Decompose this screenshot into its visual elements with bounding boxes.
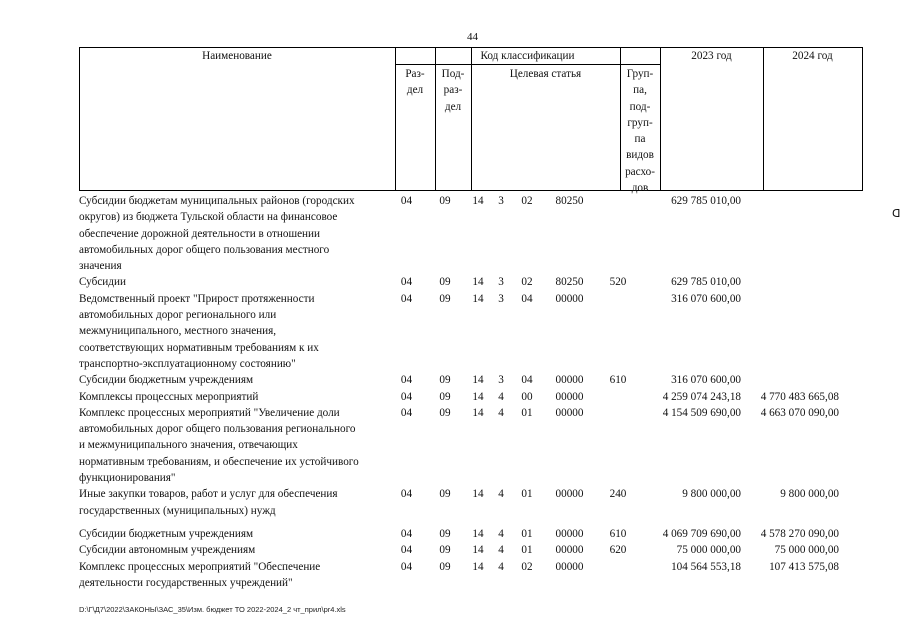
- cell-t1: 14: [472, 527, 484, 540]
- cell-t3: 00: [521, 390, 533, 403]
- budget-table: [79, 47, 863, 591]
- header-group: Груп- па, под- груп- па видов расхо- дов: [625, 68, 655, 195]
- cell-y1: 4 154 509 690,00: [662, 406, 741, 419]
- cell-p: 09: [439, 488, 451, 501]
- cell-y1: 75 000 000,00: [676, 544, 741, 557]
- cell-y1: 4 259 074 243,18: [662, 390, 741, 403]
- cell-y2: 9 800 000,00: [780, 488, 839, 501]
- cell-t1: 14: [472, 406, 484, 419]
- table-header: [79, 47, 863, 195]
- cell-r: 04: [400, 195, 413, 207]
- cell-g: 610: [609, 527, 627, 540]
- cell-t2: 3: [498, 195, 504, 207]
- row-name: Комплекс процессных мероприятий "Обеспечение деятельности государственных учреждений": [79, 560, 321, 589]
- table-row: [79, 486, 863, 519]
- cell-t1: 14: [472, 488, 484, 501]
- cell-t2: 4: [498, 560, 504, 573]
- cell-y2: 75 000 000,00: [774, 544, 839, 557]
- page-number: 44: [467, 31, 478, 43]
- table-row: [79, 526, 863, 542]
- cell-t3: 02: [521, 276, 533, 289]
- cell-y1: 316 070 600,00: [671, 374, 741, 387]
- cell-y1: 104 564 553,18: [671, 560, 741, 573]
- cell-t3: 01: [521, 406, 533, 419]
- cell-r: 04: [400, 488, 413, 501]
- table-row: [79, 291, 863, 372]
- cell-y1: 9 800 000,00: [682, 488, 741, 501]
- cell-y2: 4 770 483 665,08: [760, 390, 839, 403]
- table-row: [79, 559, 863, 592]
- cell-t2: 3: [498, 292, 504, 305]
- cell-r: 04: [400, 560, 413, 573]
- cell-t2: 3: [498, 276, 504, 289]
- cell-p: 09: [439, 390, 451, 403]
- cell-t2: 4: [498, 527, 504, 540]
- cell-g: 520: [609, 276, 627, 289]
- cell-p: 09: [439, 292, 451, 305]
- cell-t1: 14: [472, 292, 484, 305]
- header-classification: Код классификации: [480, 50, 575, 62]
- cell-t3: 01: [521, 488, 533, 501]
- cell-r: 04: [400, 544, 413, 557]
- row-name: Субсидии автономным учреждениям: [79, 544, 256, 557]
- cell-y1: 629 785 010,00: [671, 195, 741, 207]
- cell-t2: 4: [498, 406, 504, 419]
- row-name: Комплекс процессных мероприятий "Увеличение доли автомобильных дорог общего пользования регионального и межмуниципального значения, отвечающих нормативным требованиям, и обеспечение их устойчивого функционирования": [79, 406, 359, 485]
- cell-y1: 629 785 010,00: [671, 276, 741, 289]
- table-row: [79, 389, 863, 405]
- cell-t3: 04: [521, 374, 533, 387]
- cell-r: 04: [400, 292, 413, 305]
- header-podrazdel: Под- раз- дел: [441, 68, 465, 113]
- cell-t4: 00000: [555, 544, 584, 557]
- table-row: [79, 542, 863, 558]
- table-row: [79, 193, 863, 274]
- cell-t4: 00000: [555, 390, 584, 403]
- header-name: Наименование: [202, 50, 272, 62]
- cell-y1: 316 070 600,00: [671, 292, 741, 305]
- margin-mark: ᗡ: [892, 208, 901, 220]
- cell-t2: 4: [498, 488, 504, 501]
- cell-y2: 4 663 070 090,00: [760, 406, 839, 419]
- cell-y1: 4 069 709 690,00: [662, 527, 741, 540]
- cell-g: 240: [609, 488, 627, 501]
- row-name: Комплексы процессных мероприятий: [79, 390, 259, 403]
- cell-t4: 00000: [555, 406, 584, 419]
- cell-p: 09: [439, 276, 451, 289]
- cell-t3: 02: [521, 560, 533, 573]
- cell-p: 09: [439, 560, 451, 573]
- row-name: Ведомственный проект "Прирост протяженности автомобильных дорог регионального или межмуниципального, местного значения, соответствующих нормативным требованиям к их транспортно-эксплуатационному состоянию": [79, 292, 319, 370]
- cell-p: 09: [439, 195, 451, 207]
- cell-t1: 14: [472, 390, 484, 403]
- row-name: Субсидии бюджетным учреждениям: [79, 527, 254, 540]
- cell-r: 04: [400, 406, 413, 419]
- cell-r: 04: [400, 527, 413, 540]
- cell-t4: 80250: [555, 276, 584, 289]
- cell-r: 04: [400, 276, 413, 289]
- table-body: [79, 193, 863, 591]
- header-year-2024: 2024 год: [792, 50, 833, 62]
- header-razdel: Раз- дел: [405, 68, 425, 97]
- cell-y2: 107 413 575,08: [769, 560, 839, 573]
- cell-t3: 01: [521, 527, 533, 540]
- cell-t1: 14: [472, 560, 484, 573]
- row-name: Иные закупки товаров, работ и услуг для обеспечения государственных (муниципальных) нужд: [79, 488, 338, 517]
- cell-t3: 01: [521, 544, 533, 557]
- cell-t1: 14: [472, 374, 484, 387]
- row-name: Субсидии: [79, 276, 126, 289]
- cell-y2: 4 578 270 090,00: [760, 527, 839, 540]
- row-name: Субсидии бюджетным учреждениям: [79, 374, 254, 387]
- cell-t1: 14: [472, 544, 484, 557]
- cell-p: 09: [439, 406, 451, 419]
- cell-t3: 04: [521, 292, 533, 305]
- cell-r: 04: [400, 374, 413, 387]
- cell-t2: 4: [498, 544, 504, 557]
- table-row: [79, 274, 863, 290]
- cell-t1: 14: [472, 276, 484, 289]
- file-path-footer: D:\Г\Д7\2022\ЗАКОНЫ\ЗАС_35\Изм. бюджет ТО 2022-2024_2 чт_прил\рr4.xls: [79, 605, 346, 614]
- header-year-2023: 2023 год: [691, 50, 732, 62]
- cell-t4: 00000: [555, 488, 584, 501]
- cell-r: 04: [400, 390, 413, 403]
- cell-g: 610: [609, 374, 627, 387]
- header-target-article: Целевая статья: [509, 68, 582, 80]
- cell-t4: 80250: [555, 195, 584, 207]
- cell-t4: 00000: [555, 527, 584, 540]
- row-name: Субсидии бюджетам муниципальных районов (городских округов) из бюджета Тульской области на финансовое обеспечение дорожной деятельности в отношении автомобильных дорог общего пользования местного значения: [79, 195, 355, 273]
- table-row: [79, 405, 863, 486]
- cell-p: 09: [439, 544, 451, 557]
- cell-t4: 00000: [555, 292, 584, 305]
- cell-t2: 4: [498, 390, 504, 403]
- cell-t4: 00000: [555, 374, 584, 387]
- cell-t4: 00000: [555, 560, 584, 573]
- cell-g: 620: [609, 544, 627, 557]
- cell-p: 09: [439, 374, 451, 387]
- cell-t2: 3: [498, 374, 504, 387]
- table-row: [79, 372, 863, 388]
- cell-p: 09: [439, 527, 451, 540]
- cell-t3: 02: [521, 195, 533, 207]
- cell-t1: 14: [472, 195, 484, 207]
